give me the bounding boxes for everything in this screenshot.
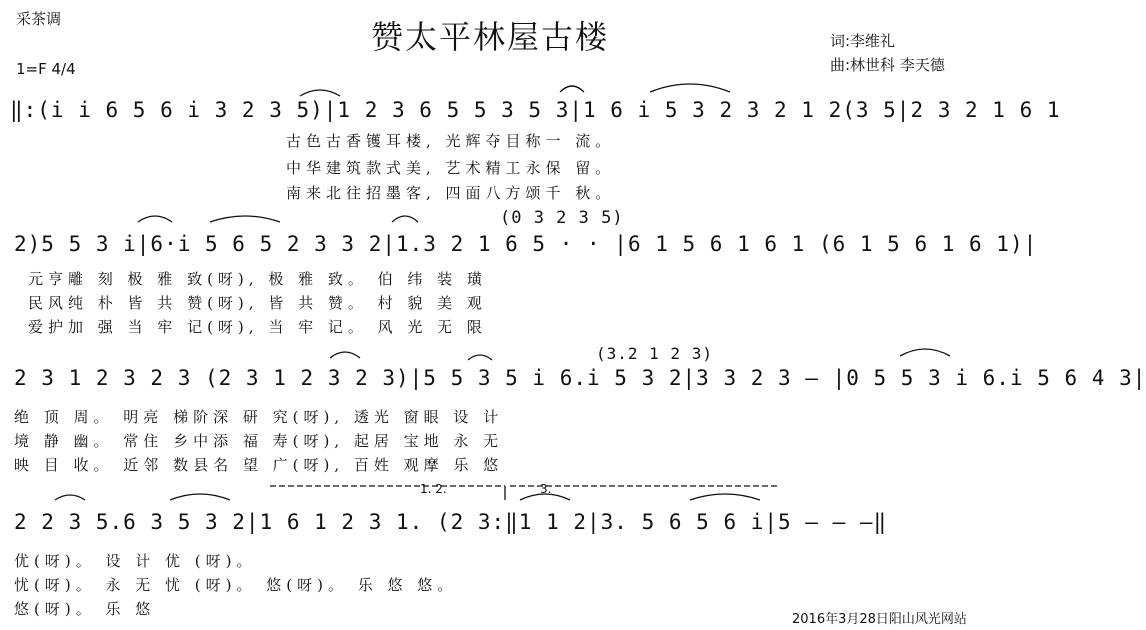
lyric-line-4-3: 悠(呀)。 乐 悠	[14, 600, 156, 618]
key-meter: 1=F 4/4	[16, 60, 76, 78]
lyric-line-2-2: 民风纯 朴 皆 共 赞(呀), 皆 共 赞。 村 貌 美 观	[28, 294, 487, 312]
lyric-line-2-3: 爱护加 强 当 牢 记(呀), 当 牢 记。 风 光 无 限	[28, 318, 487, 336]
notation-line-3: 2 3 1 2 3 2 3 (2 3 1 2 3 2 3)|5 5 3 5 i 6.i 5 3 2|3 3 2 3 — |0 5 5 3 i 6.i 5 6 4 3|	[14, 366, 1146, 390]
aux-notes-3: (3.2 1 2 3)	[596, 344, 713, 363]
genre-label: 采茶调	[16, 10, 62, 28]
composer: 曲:林世科 李天德	[830, 56, 945, 74]
notation-line-1: ‖:(i i 6 5 6 i 3 2 3 5)|1 2 3 6 5 5 3 5 3|1 6 i 5 3 2 3 2 1 2(3 5|2 3 2 1 6 1	[10, 98, 1061, 122]
lyric-line-1-1: 古色古香镬耳楼, 光辉夺目称一 流。	[286, 132, 616, 150]
lyricist: 词:李维礼	[830, 32, 896, 50]
lyric-line-1-3: 南来北往招墨客, 四面八方颂千 秋。	[286, 184, 616, 202]
lyric-line-2-1: 元亨雕 刻 极 雅 致(呀), 极 雅 致。 伯 纬 装 璜	[28, 270, 487, 288]
lyric-line-4-2: 忧(呀)。 永 无 忧 (呀)。 悠(呀)。 乐 悠 悠。	[14, 576, 458, 594]
volta-bracket-1: 1. 2.	[420, 482, 447, 496]
lyric-line-3-1: 绝 顶 周。 明亮 梯阶深 研 究(呀), 透光 窗眼 设 计	[14, 408, 504, 426]
aux-notes-2: (0 3 2 3 5)	[500, 208, 624, 228]
lyric-line-3-3: 映 目 收。 近邻 数县名 望 广(呀), 百姓 观摩 乐 悠	[14, 456, 504, 474]
lyric-line-1-2: 中华建筑款式美, 艺术精工永保 留。	[286, 159, 616, 177]
song-title: 赞太平林屋古楼	[370, 18, 609, 56]
notation-line-2: 2)5 5 3 i|6·i 5 6 5 2 3 3 2|1.3 2 1 6 5 · · |6 1 5 6 1 6 1 (6 1 5 6 1 6 1)|	[14, 232, 1038, 256]
source-credit: 2016年3月28日阳山风光网站	[792, 612, 967, 627]
volta-bracket-2: 3.	[540, 482, 552, 496]
notation-line-4: 2 2 3 5.6 3 5 3 2|1 6 1 2 3 1. (2 3:‖1 1 2|3. 5 6 5 6 i|5 — — —‖	[14, 510, 888, 534]
lyric-line-4-1: 优(呀)。 设 计 优 (呀)。	[14, 552, 257, 570]
lyric-line-3-2: 境 静 幽。 常住 乡中添 福 寿(呀), 起居 宝地 永 无	[14, 432, 504, 450]
